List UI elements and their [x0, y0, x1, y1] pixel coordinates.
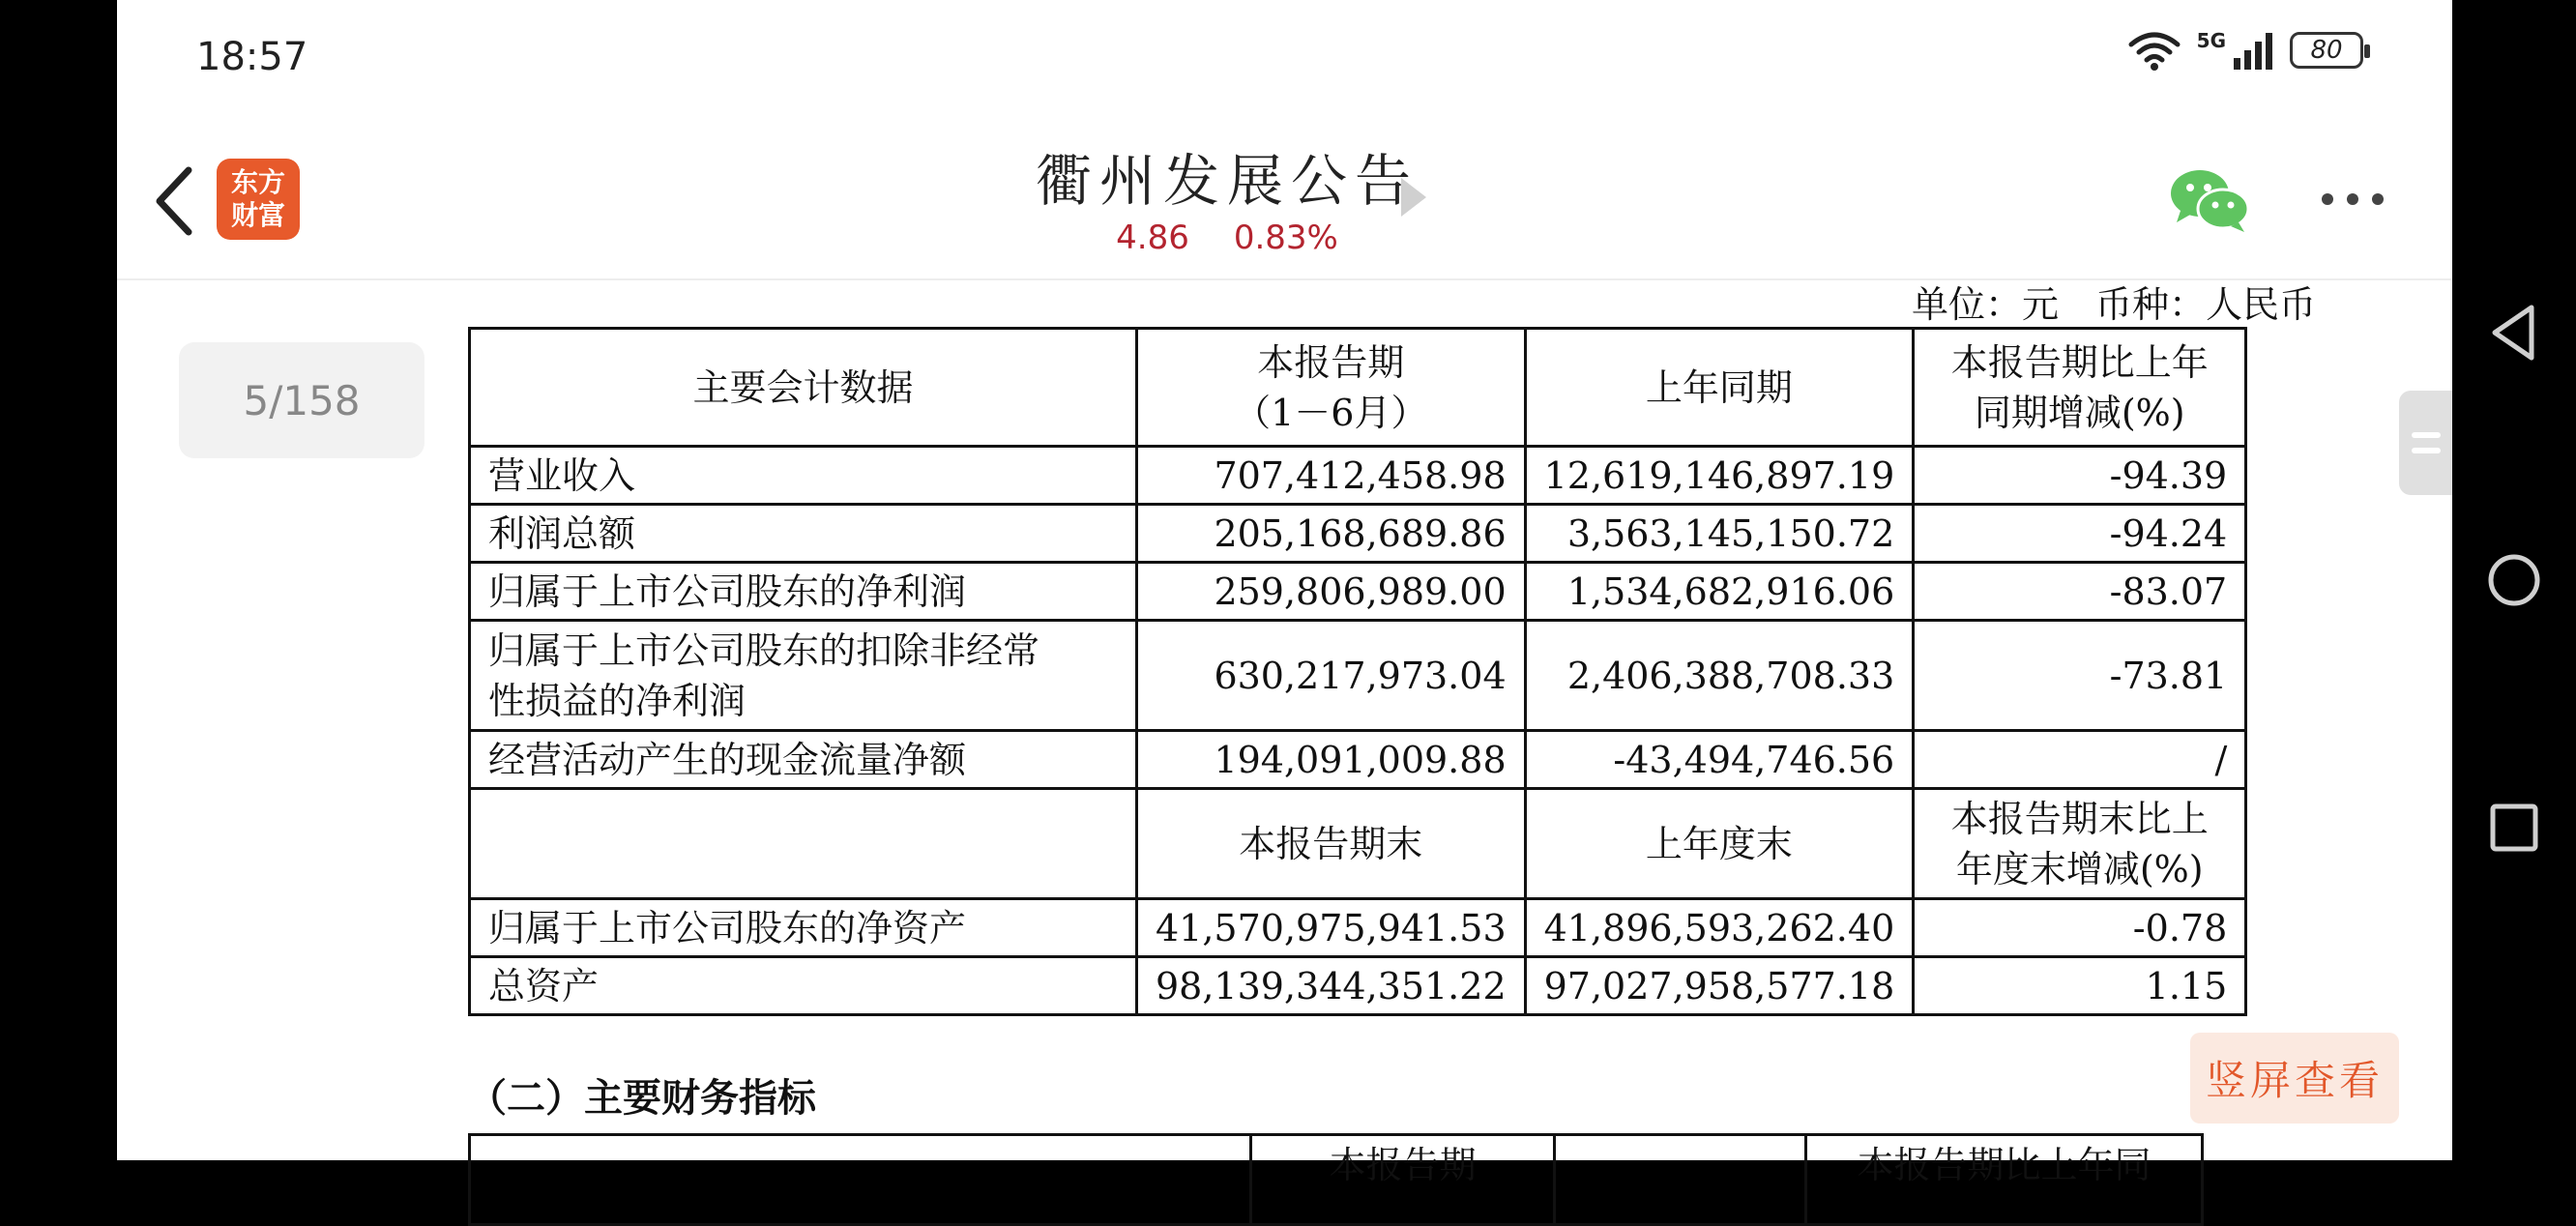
stock-price: 4.86 — [1116, 219, 1189, 257]
network-label: 5G — [2196, 29, 2226, 52]
app-logo-line1: 东方 — [230, 166, 285, 198]
header-cell: 本报告期末 — [1137, 789, 1526, 899]
row-label-line: 归属于上市公司股东的扣除非经常 — [488, 628, 1040, 672]
change-value: -0.78 — [1914, 899, 2246, 957]
prior-value: 41,896,593,262.40 — [1525, 899, 1914, 957]
change-value: 1.15 — [1914, 957, 2246, 1015]
row-label: 总资产 — [470, 957, 1137, 1015]
app-logo[interactable] — [217, 159, 300, 240]
table-subheader-row — [470, 789, 2246, 899]
prior-value: 12,619,146,897.19 — [1525, 447, 1914, 505]
table-row — [470, 899, 2246, 957]
header-cell: 本报告期 — [1251, 1135, 1555, 1225]
header-cell — [1914, 329, 2246, 447]
table-row — [470, 447, 2246, 505]
page-title: 衢州发展公告 — [1035, 148, 1419, 214]
side-drawer-handle[interactable] — [2399, 391, 2452, 495]
current-value: 205,168,689.86 — [1137, 505, 1526, 563]
status-icons — [2127, 29, 2363, 72]
current-value: 259,806,989.00 — [1137, 563, 1526, 621]
row-label: 归属于上市公司股东的净资产 — [470, 899, 1137, 957]
header-cell: 主要会计数据 — [470, 329, 1137, 447]
header-cell: 上年同期 — [1525, 329, 1914, 447]
left-black-bar — [0, 0, 117, 1160]
signal-icon — [2232, 31, 2274, 70]
back-arrow-icon[interactable] — [146, 162, 204, 240]
section-title: （二）主要财务指标 — [468, 1075, 816, 1121]
prior-value: 97,027,958,577.18 — [1525, 957, 1914, 1015]
empty-cell — [470, 1135, 1251, 1225]
change-value: -94.24 — [1914, 505, 2246, 563]
row-label-line: 性损益的净利润 — [488, 679, 746, 722]
nav-recents-icon[interactable] — [2485, 797, 2543, 859]
more-icon[interactable] — [2322, 193, 2384, 205]
current-value: 98,139,344,351.22 — [1137, 957, 1526, 1015]
table-row — [470, 563, 2246, 621]
prior-value: -43,494,746.56 — [1525, 731, 1914, 789]
page-counter: 5/158 — [179, 342, 424, 458]
empty-cell — [470, 789, 1137, 899]
prior-value: 2,406,388,708.33 — [1525, 621, 1914, 731]
header-cell — [1914, 789, 2246, 899]
nav-home-icon[interactable] — [2485, 549, 2543, 611]
row-label — [470, 621, 1137, 731]
stock-change-pct: 0.83% — [1233, 219, 1338, 257]
empty-cell — [1555, 1135, 1806, 1225]
battery-level: 80 — [2310, 36, 2343, 65]
header-line: 本报告期末比上 — [1950, 797, 2209, 840]
header-cell: 本报告期比上年同 — [1806, 1135, 2203, 1225]
change-value: -73.81 — [1914, 621, 2246, 731]
battery-icon — [2290, 32, 2363, 69]
status-time: 18:57 — [196, 35, 308, 79]
header-cell: 上年度末 — [1525, 789, 1914, 899]
app-screen — [117, 0, 2452, 1186]
table-row — [470, 731, 2246, 789]
current-value: 630,217,973.04 — [1137, 621, 1526, 731]
header-line: 本报告期比上年 — [1950, 340, 2209, 384]
change-value: / — [1914, 731, 2246, 789]
prior-value: 1,534,682,916.06 — [1525, 563, 1914, 621]
table-header-row — [470, 329, 2246, 447]
table-header-row — [470, 1135, 2203, 1225]
header-cell — [1137, 329, 1526, 447]
header-line: （1－6月） — [1234, 391, 1428, 434]
row-label: 经营活动产生的现金流量净额 — [470, 731, 1137, 789]
table-row — [470, 505, 2246, 563]
current-value: 194,091,009.88 — [1137, 731, 1526, 789]
row-label: 利润总额 — [470, 505, 1137, 563]
change-value: -83.07 — [1914, 563, 2246, 621]
play-triangle-icon[interactable] — [1401, 178, 1426, 217]
header-line: 同期增减(%) — [1974, 391, 2185, 434]
nav-back-icon[interactable] — [2485, 302, 2543, 364]
header-line: 本报告期 — [1257, 340, 1405, 384]
row-label: 归属于上市公司股东的净利润 — [470, 563, 1137, 621]
portrait-view-button[interactable]: 竖屏查看 — [2190, 1033, 2399, 1124]
stock-quote — [1063, 219, 1391, 257]
change-value: -94.39 — [1914, 447, 2246, 505]
prior-value: 3,563,145,150.72 — [1525, 505, 1914, 563]
financial-indicators-table — [468, 1133, 2204, 1226]
header-line: 年度末增减(%) — [1955, 847, 2204, 890]
wifi-icon — [2127, 29, 2181, 72]
system-nav-bar — [2472, 0, 2559, 1160]
unit-line: 单位：元 币种：人民币 — [1911, 283, 2316, 326]
wechat-icon[interactable] — [2167, 166, 2254, 236]
app-logo-line2: 财富 — [230, 199, 285, 231]
table-row — [470, 621, 2246, 731]
row-label: 营业收入 — [470, 447, 1137, 505]
accounting-data-table — [468, 327, 2247, 1016]
current-value: 41,570,975,941.53 — [1137, 899, 1526, 957]
current-value: 707,412,458.98 — [1137, 447, 1526, 505]
table-row — [470, 957, 2246, 1015]
